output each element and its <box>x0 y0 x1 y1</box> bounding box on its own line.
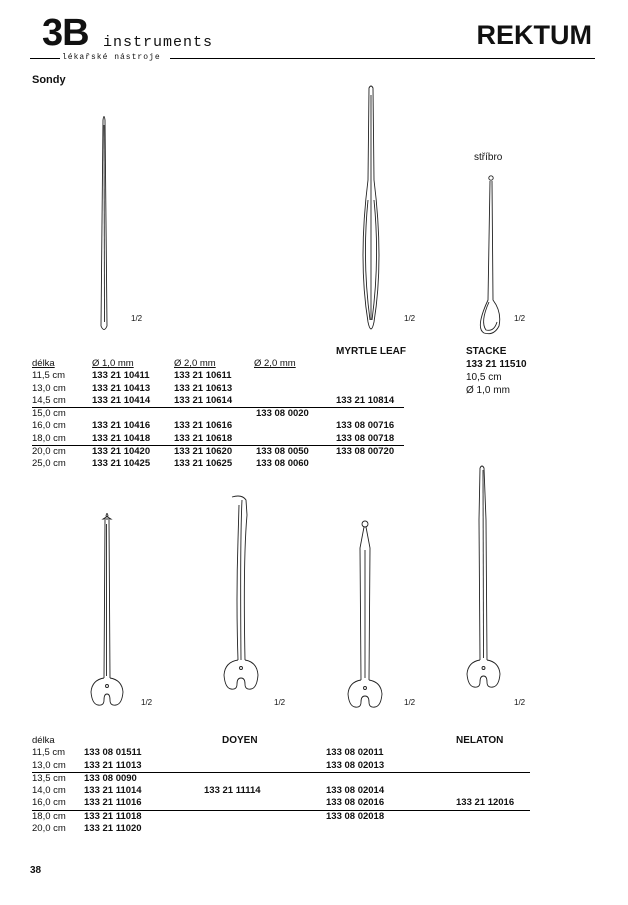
cell-code: 133 21 10616 <box>174 420 233 432</box>
cell-length: 25,0 cm <box>32 458 66 470</box>
cell-code: 133 21 11013 <box>84 759 142 771</box>
stacke-code: 133 21 11510 <box>466 359 527 370</box>
table-row <box>32 458 404 470</box>
cell-code: 133 08 00716 <box>336 420 395 432</box>
scale-label-1: 1/2 <box>131 314 143 323</box>
cell-code: 133 08 00718 <box>336 432 395 444</box>
cell-code: 133 21 10418 <box>92 432 151 444</box>
table-header-row <box>32 358 404 370</box>
table-row <box>32 433 404 446</box>
scale-label-6: 1/2 <box>404 698 416 707</box>
header-diameter-1: Ø 1,0 mm <box>92 358 134 369</box>
table-row <box>32 395 404 408</box>
handle-probe-1-drawing <box>91 514 123 706</box>
cell-code: 133 21 11114 <box>204 785 261 797</box>
table-row <box>32 747 530 759</box>
cell-length: 20,0 cm <box>32 446 66 458</box>
cell-length: 11,5 cm <box>32 370 66 382</box>
table-row <box>32 811 530 823</box>
cell-length: 14,5 cm <box>32 394 66 406</box>
cell-code: 133 08 01511 <box>84 747 142 759</box>
cell-length: 13,0 cm <box>32 759 66 771</box>
cell-length: 13,5 cm <box>32 772 66 784</box>
cell-code: 133 21 10613 <box>174 382 233 394</box>
brand-logo-3b: 3B <box>42 12 89 54</box>
stacke-label: STACKE <box>466 346 507 357</box>
cell-length: 18,0 cm <box>32 432 66 444</box>
nelaton-probe-drawing <box>467 466 500 687</box>
cell-length: 16,0 cm <box>32 420 66 432</box>
page-number: 38 <box>30 865 42 876</box>
cell-code: 133 21 10414 <box>92 394 151 406</box>
cell-code: 133 21 10620 <box>174 446 233 458</box>
scale-label-7: 1/2 <box>514 698 526 707</box>
cell-code: 133 08 0060 <box>256 458 309 470</box>
cell-length: 15,0 cm <box>32 408 66 420</box>
table-row <box>32 408 404 420</box>
stacke-length: 10,5 cm <box>466 372 502 383</box>
cell-code: 133 21 10814 <box>336 394 395 406</box>
doyen-probe-drawing <box>224 496 258 689</box>
cell-code: 133 08 02016 <box>326 797 385 809</box>
cell-code: 133 08 0050 <box>256 446 309 458</box>
doyen-label: DOYEN <box>222 735 258 746</box>
brand-wordmark: instruments <box>103 34 214 51</box>
cell-code: 133 21 11014 <box>84 785 142 797</box>
cell-length: 11,5 cm <box>32 747 66 759</box>
table-row <box>32 370 404 382</box>
cell-code: 133 08 02014 <box>326 785 385 797</box>
table-row <box>32 420 404 432</box>
table-row <box>32 797 530 810</box>
cell-code: 133 08 0020 <box>256 408 309 420</box>
straight-probe-drawing <box>101 117 107 330</box>
header-length: délka <box>32 735 55 746</box>
header-diameter-2: Ø 2,0 mm <box>174 358 216 369</box>
product-table-bottom <box>32 735 530 835</box>
cell-code: 133 21 10425 <box>92 458 151 470</box>
table-row <box>32 760 530 773</box>
cell-code: 133 08 00720 <box>336 446 395 458</box>
silver-label: stříbro <box>474 152 503 163</box>
cell-code: 133 21 11020 <box>84 823 142 835</box>
myrtle-leaf-label: MYRTLE LEAF <box>336 346 406 357</box>
cell-code: 133 21 11016 <box>84 797 142 809</box>
handle-probe-3-drawing <box>348 521 382 707</box>
scale-label-4: 1/2 <box>141 698 153 707</box>
table-row <box>32 383 404 395</box>
table-row <box>32 446 404 458</box>
product-table-top <box>32 358 404 471</box>
cell-code: 133 21 10411 <box>92 370 150 382</box>
scale-label-5: 1/2 <box>274 698 286 707</box>
stacke-probe-drawing <box>480 176 499 334</box>
cell-code: 133 08 0090 <box>84 772 137 784</box>
cell-code: 133 21 11018 <box>84 810 142 822</box>
cell-code: 133 21 10625 <box>174 458 233 470</box>
cell-code: 133 21 10611 <box>174 370 232 382</box>
brand-subtitle: lékařské nástroje <box>62 53 161 62</box>
cell-code: 133 08 02018 <box>326 810 385 822</box>
cell-code: 133 21 10420 <box>92 446 151 458</box>
scale-label-3: 1/2 <box>514 314 526 323</box>
cell-code: 133 21 10614 <box>174 394 233 406</box>
table-header-row <box>32 735 530 747</box>
cell-length: 16,0 cm <box>32 797 66 809</box>
cell-code: 133 21 10618 <box>174 432 233 444</box>
cell-length: 13,0 cm <box>32 382 66 394</box>
myrtle-leaf-probe-drawing <box>363 86 379 329</box>
nelaton-label: NELATON <box>456 735 504 746</box>
table-row <box>32 785 530 797</box>
table-row <box>32 823 530 835</box>
cell-code: 133 21 10416 <box>92 420 151 432</box>
scale-label-2: 1/2 <box>404 314 416 323</box>
cell-length: 18,0 cm <box>32 810 66 822</box>
header-length: délka <box>32 358 55 369</box>
header-diameter-3: Ø 2,0 mm <box>254 358 296 369</box>
cell-code: 133 21 10413 <box>92 382 151 394</box>
section-title: Sondy <box>32 74 66 86</box>
cell-length: 20,0 cm <box>32 823 66 835</box>
page-title: REKTUM <box>476 20 592 50</box>
cell-code: 133 08 02011 <box>326 747 384 759</box>
cell-code: 133 08 02013 <box>326 759 385 771</box>
stacke-diameter: Ø 1,0 mm <box>466 385 510 396</box>
cell-code: 133 21 12016 <box>456 797 515 809</box>
table-row <box>32 773 530 785</box>
cell-length: 14,0 cm <box>32 785 66 797</box>
